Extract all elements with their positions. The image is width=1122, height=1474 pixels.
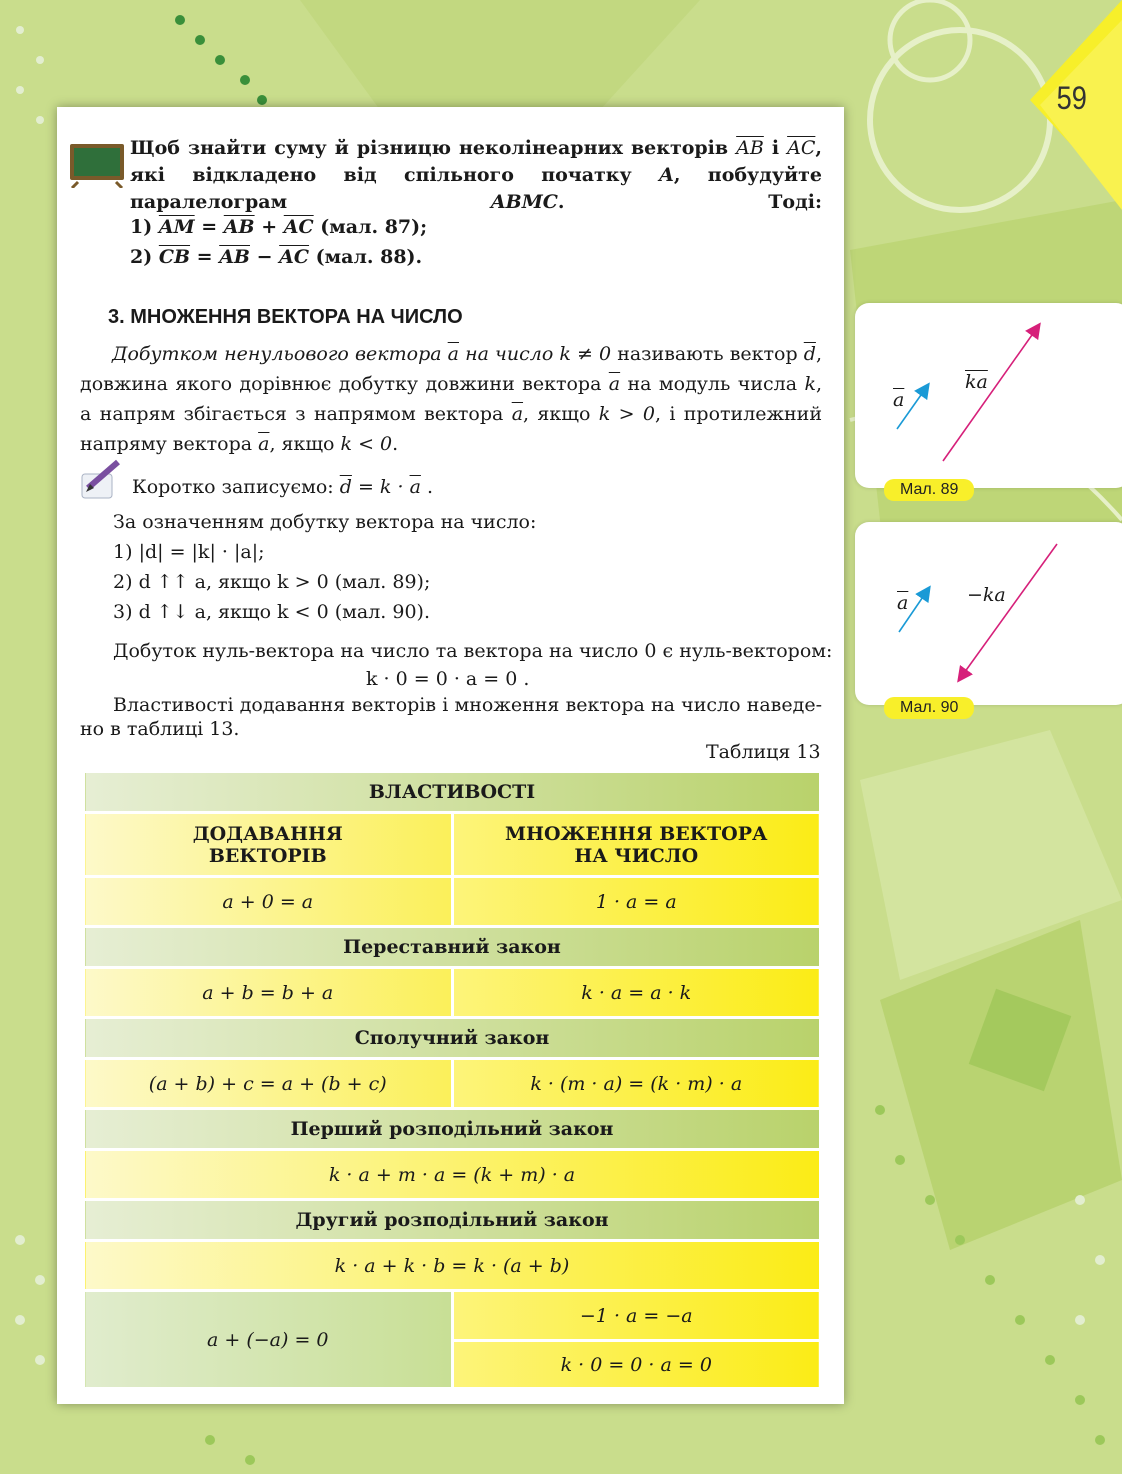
- figure-90-vectors: [855, 522, 1122, 705]
- definition-line-3: а напрям збігається з напрямом вектора $\overline{a}$, якщо k > 0, і протилежний: [80, 403, 822, 425]
- callout-item-2: 2) $\overline{CB} = \overline{AB} - \overline{AC}$ (мал. 88).: [130, 246, 423, 268]
- prop-item-2: 2) d ↑↑ a, якщо k > 0 (мал. 89);: [113, 571, 431, 593]
- cell-mult-associative: k · (m · a) = (k · m) · a: [452, 1059, 821, 1109]
- cell-distributive-1: k · a + m · a = (k + m) · a: [84, 1150, 821, 1200]
- section-title: 3. МНОЖЕННЯ ВЕКТОРА НА ЧИСЛО: [108, 306, 463, 328]
- figure-89-label-ka: $\overline{ka}$: [965, 371, 988, 393]
- cell-distributive-2: k · a + k · b = k · (a + b): [84, 1241, 821, 1291]
- pencil-note-icon: [80, 458, 126, 500]
- law-distributive-2: Другий розподільний закон: [84, 1200, 821, 1241]
- cell-add-opposite: a + (−a) = 0: [84, 1291, 453, 1389]
- prop-item-3: 3) d ↑↓ a, якщо k < 0 (мал. 90).: [113, 601, 430, 623]
- definition-line-2: довжина якого дорівнює добутку довжини вектора $\overline{a}$ на модуль числа k,: [80, 373, 822, 395]
- null-vector-text: Добуток нуль-вектора на число та вектора на число 0 є нуль-вектором:: [113, 640, 833, 662]
- callout-item-1: 1) $\overline{AM} = \overline{AB} + \overline{AC}$ (мал. 87);: [130, 216, 428, 238]
- table-caption: Таблиця 13: [706, 741, 821, 763]
- figure-90-label-a: $\overline{a}$: [897, 592, 909, 614]
- blackboard-icon: [68, 142, 126, 188]
- law-commutative: Переставний закон: [84, 927, 821, 968]
- figure-90: [855, 522, 1122, 705]
- table-title: ВЛАСТИВОСТІ: [84, 772, 821, 813]
- column-header-addition: ДОДАВАННЯ ВЕКТОРІВ: [84, 813, 453, 877]
- figure-89: [855, 303, 1122, 488]
- cell-mult-one: 1 · a = a: [452, 877, 821, 927]
- figure-90-label-minus-ka: −ka: [967, 584, 1006, 606]
- cell-add-zero: a + 0 = a: [84, 877, 453, 927]
- prop-item-1: 1) |d| = |k| · |a|;: [113, 541, 265, 563]
- cell-add-associative: (a + b) + c = a + (b + c): [84, 1059, 453, 1109]
- definition-line-1: Добутком ненульового вектора $\overline{a}$ на число k ≠ 0 називають вектор $\overline{d}$,: [112, 343, 822, 365]
- column-header-multiplication: МНОЖЕННЯ ВЕКТОРА НА ЧИСЛО: [452, 813, 821, 877]
- callout-text: Щоб знайти суму й різницю неколінеарних векторів $\overline{AB}$ і $\overline{AC}$, які відкладено від спільного початку A, побудуйте паралелограм ABMC. Тоді:: [130, 137, 822, 213]
- short-form: Коротко записуємо: $\overline{d} = k \cdot \overline{a}$ .: [132, 476, 433, 498]
- figure-90-caption: Мал. 90: [884, 697, 974, 719]
- cell-add-commutative: a + b = b + a: [84, 968, 453, 1018]
- by-definition: За означенням добутку вектора на число:: [113, 511, 537, 533]
- definition-line-4: напряму вектора $\overline{a}$, якщо k < 0.: [80, 433, 399, 455]
- cell-mult-commutative: k · a = a · k: [452, 968, 821, 1018]
- null-vector-formula: k · 0 = 0 · a = 0 .: [366, 668, 530, 690]
- law-distributive-1: Перший розподільний закон: [84, 1109, 821, 1150]
- page-number: 59: [1056, 80, 1087, 116]
- long-vector-ka: [943, 325, 1039, 461]
- cell-mult-minus-one: −1 · a = −a: [452, 1291, 821, 1341]
- long-vector-minus-ka: [959, 544, 1057, 680]
- cell-mult-zero: k · 0 = 0 · a = 0: [452, 1341, 821, 1389]
- figure-89-label-a: $\overline{a}$: [893, 389, 905, 411]
- figure-89-caption: Мал. 89: [884, 479, 974, 501]
- law-associative: Сполучний закон: [84, 1018, 821, 1059]
- table-ref-line-2: но в таблиці 13.: [80, 718, 240, 740]
- table-ref-line-1: Властивості додавання векторів і множення вектора на число наведе-: [113, 694, 822, 716]
- properties-table: [82, 770, 822, 1390]
